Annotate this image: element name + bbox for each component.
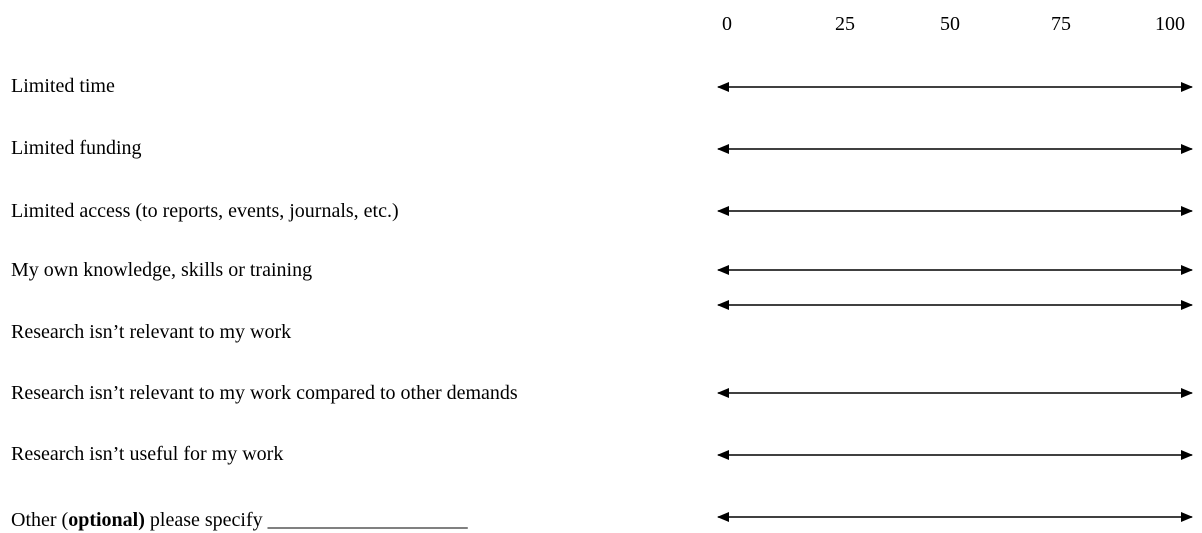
item-label-other (11, 508, 468, 532)
item-label-limited-funding: Limited funding (11, 137, 142, 159)
item-label-not-relevant-compared: Research isn’t relevant to my work compared to other demands (11, 382, 518, 404)
slider-other[interactable] (718, 506, 1192, 528)
slider-limited-access[interactable] (718, 200, 1192, 222)
item-label-limited-access: Limited access (to reports, events, journals, etc.) (11, 200, 399, 222)
scale-tick-0: 0 (722, 13, 732, 35)
item-label-own-knowledge: My own knowledge, skills or training (11, 259, 313, 281)
slider-limited-time[interactable] (718, 76, 1192, 98)
other-prefix: Other ( (11, 509, 69, 531)
other-optional: optional) (68, 509, 145, 531)
scale-tick-50: 50 (940, 13, 960, 35)
slider-limited-funding[interactable] (718, 138, 1192, 160)
scale-tick-100: 100 (1155, 13, 1185, 35)
slider-own-knowledge[interactable] (718, 259, 1192, 281)
item-label-not-useful: Research isn’t useful for my work (11, 443, 284, 465)
slider-not-relevant[interactable] (718, 294, 1192, 316)
scale-tick-75: 75 (1051, 13, 1071, 35)
item-label-limited-time: Limited time (11, 75, 115, 97)
item-label-not-relevant: Research isn’t relevant to my work (11, 321, 292, 343)
other-suffix: please specify ____________________ (144, 509, 468, 531)
scale-tick-25: 25 (835, 13, 855, 35)
slider-not-relevant-compared[interactable] (718, 382, 1192, 404)
slider-not-useful[interactable] (718, 444, 1192, 466)
